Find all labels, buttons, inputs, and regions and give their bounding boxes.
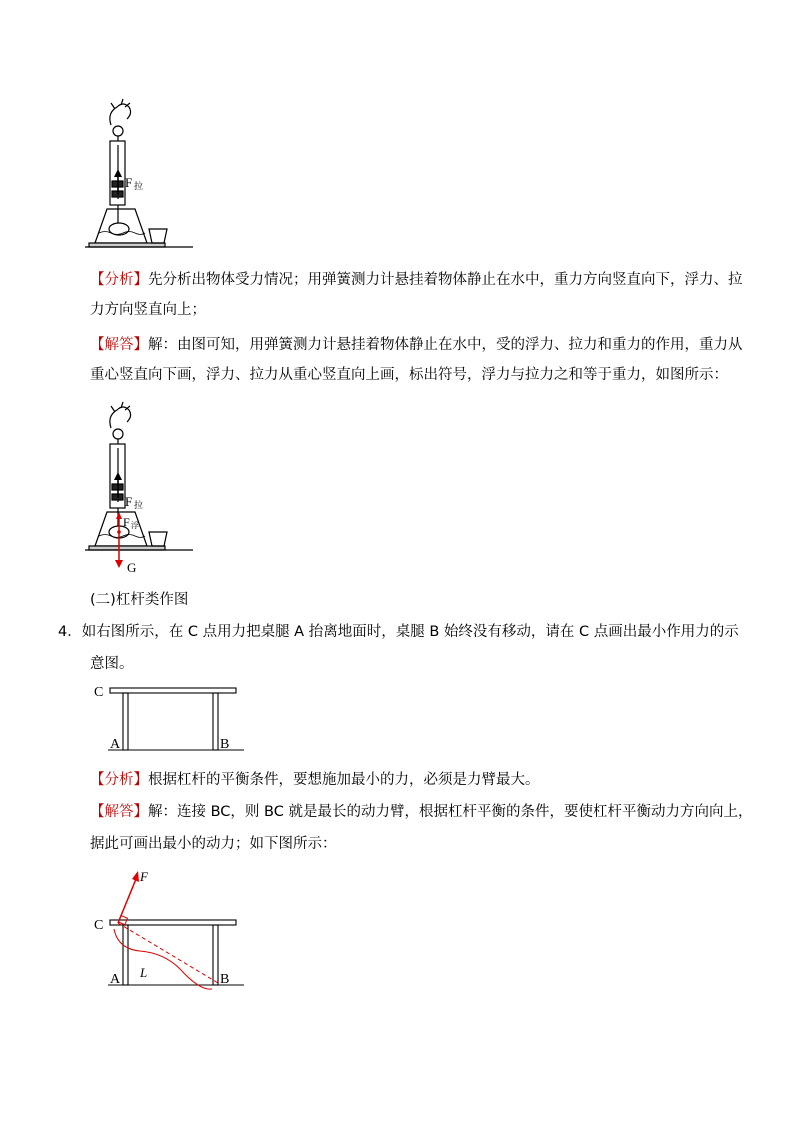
spring-scale-figure-2 xyxy=(85,398,195,578)
small-cup xyxy=(149,229,167,243)
beaker xyxy=(95,209,147,243)
table-leg-B xyxy=(213,693,218,750)
question-4-line-2: 意图。 xyxy=(90,656,134,672)
gravity-label-G: G xyxy=(127,560,137,575)
analysis-tag: 【分析】 xyxy=(90,272,148,288)
table-top xyxy=(110,688,236,693)
svg-text:B: B xyxy=(220,737,230,752)
force-arrows-red xyxy=(115,512,123,568)
analysis-4-line-1: 【分析】根据杠杆的平衡条件，要想施加最小的力，必须是力臂最大。 xyxy=(90,772,540,788)
object-in-water xyxy=(109,223,129,235)
force-label-sub: 拉 xyxy=(134,182,144,192)
svg-text:A: A xyxy=(110,737,121,752)
answer-1-line-1: 【解答】解：由图可知，用弹簧测力计悬挂着物体静止在水中，受的浮力、拉力和重力的作用，重力从 xyxy=(90,337,743,353)
svg-text:L: L xyxy=(140,965,148,980)
hand-icon xyxy=(110,99,131,125)
table-leg-A xyxy=(123,693,128,750)
svg-text:F: F xyxy=(140,869,148,884)
svg-text:浮: 浮 xyxy=(131,521,139,530)
table-figure xyxy=(88,680,248,752)
answer-tag: 【解答】 xyxy=(90,337,148,353)
analysis-1-line-2: 力方向竖直向上； xyxy=(90,302,206,318)
spring-scale-figure-1 xyxy=(85,95,195,255)
answer-4-line-2: 据此可画出最小的动力；如下图所示： xyxy=(90,836,337,852)
svg-text:F: F xyxy=(125,494,133,509)
question-number: 4． xyxy=(58,624,82,640)
lever-arm-brace xyxy=(114,929,212,989)
svg-text:F: F xyxy=(123,515,130,529)
svg-text:B: B xyxy=(220,972,230,987)
svg-text:C: C xyxy=(94,918,104,933)
answer-1-line-2: 重心竖直向下画，浮力、拉力从重心竖直向上画，标出符号，浮力与拉力之和等于重力，如图所示： xyxy=(90,367,728,383)
lever-answer-figure xyxy=(88,865,248,995)
lever-arm-line xyxy=(118,923,218,983)
analysis-1-line-1: 【分析】先分析出物体受力情况；用弹簧测力计悬挂着物体静止在水中，重力方向竖直向下，浮力、拉 xyxy=(90,272,743,288)
svg-text:A: A xyxy=(110,972,121,987)
hook-ring xyxy=(113,126,123,136)
section-heading: (二)杠杆类作图 xyxy=(90,592,189,608)
question-4-line-1: 4．如右图所示，在 C 点用力把桌腿 A 抬离地面时，桌腿 B 始终没有移动，请在 C 点画出最小作用力的示 xyxy=(58,624,739,640)
answer-4-line-1: 【解答】解：连接 BC，则 BC 就是最长的动力臂，根据杠杆平衡的条件，要使杠杆平衡动力方向向上， xyxy=(90,804,753,820)
force-label-F: F xyxy=(125,175,133,190)
svg-text:拉: 拉 xyxy=(134,501,144,511)
svg-text:C: C xyxy=(94,685,104,700)
